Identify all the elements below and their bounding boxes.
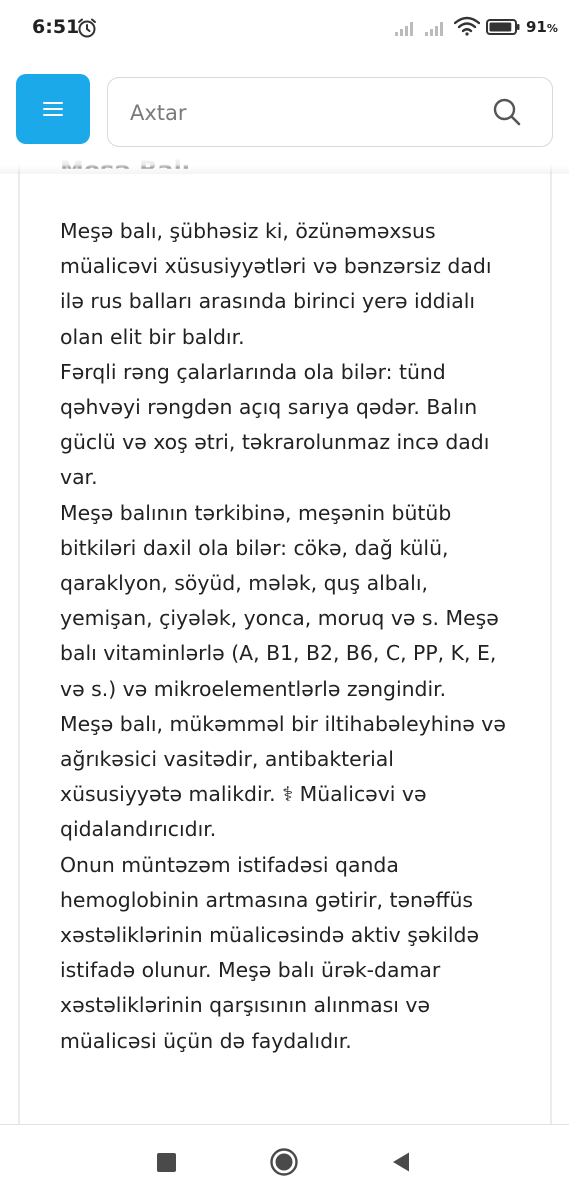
search-icon[interactable] — [492, 97, 522, 127]
hamburger-menu-icon — [43, 102, 63, 116]
system-nav-bar — [0, 1124, 569, 1200]
article-paragraph: Meşə balı, şübhəsiz ki, özünəməxsus müalicəvi xüsusiyyətləri və bənzərsiz dadı ilə rus balları arasında birinci yerə iddialı olan elit bir baldır. — [60, 219, 492, 349]
article-paragraph: Fərqli rəng çalarlarında ola bilər: tünd qəhvəyi rəngdən açıq sarıya qədər. Balın güclü və xoş ətri, təkrarolunmaz incə dadı var. — [60, 359, 490, 490]
article-body — [60, 214, 520, 1059]
cell-signal-icon — [394, 18, 420, 36]
article-paragraph: Meşə balı, mükəmməl bir iltihabəleyhinə və ağrıkəsici vasitədir, antibakterial xüsusiyyətə malikdir. ⚕ Müalicəvi və qidalandırıcıdır. — [60, 711, 506, 842]
menu-button[interactable] — [16, 74, 90, 144]
cell-signal-icon — [424, 18, 450, 36]
back-triangle-icon[interactable] — [391, 1151, 411, 1173]
header-shadow — [0, 150, 569, 174]
search-input[interactable] — [130, 96, 470, 130]
recents-square-icon[interactable] — [157, 1153, 176, 1172]
article-paragraph: Meşə balının tərkibinə, meşənin bütüb bitkiləri daxil ola bilər: cökə, dağ külü, qaraklyon, söyüd, mələk, quş albalı, yemişan, çiyələk, yonca, moruq və s. Meşə balı vitaminlərlə (A, B1, B2, B6, C, PP, K, E, və s.) və mikroelementlərlə zəngindir. — [60, 500, 499, 701]
search-box[interactable] — [107, 77, 553, 147]
article-paragraph: Onun müntəzəm istifadəsi qanda hemoglobinin artmasına gətirir, tənəffüs xəstəliklərinin müalicəsində aktiv şəkildə istifadə olunur. Meşə balı ürək-damar xəstəliklərinin qarşısının alınması və müalicəsi üçün də faydalıdır. — [60, 852, 480, 1053]
wifi-icon — [454, 16, 480, 36]
status-bar — [0, 0, 569, 56]
battery-percent: 91% — [526, 18, 558, 36]
alarm-icon — [76, 17, 98, 39]
battery-icon — [486, 19, 520, 35]
status-time: 6:51 — [32, 16, 80, 38]
home-circle-icon[interactable] — [269, 1147, 299, 1177]
